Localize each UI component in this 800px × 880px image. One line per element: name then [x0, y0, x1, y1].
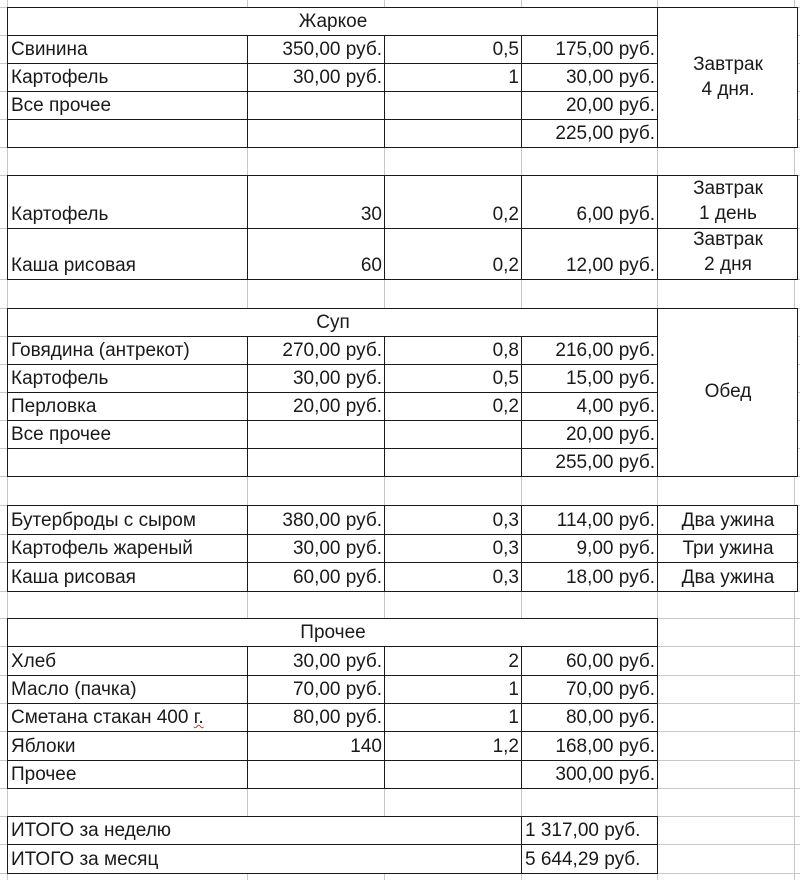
- item-sum[interactable]: 114,00 руб.: [521, 505, 658, 535]
- item-sum[interactable]: 60,00 руб.: [521, 646, 658, 676]
- item-qty[interactable]: 0,2: [384, 228, 522, 280]
- meal-note-cell[interactable]: [657, 228, 798, 280]
- item-qty[interactable]: 0,3: [384, 562, 522, 592]
- meal-note-line: Завтрак: [693, 53, 763, 75]
- item-qty[interactable]: [384, 119, 522, 148]
- item-qty[interactable]: 1: [384, 63, 522, 92]
- item-price[interactable]: 80,00 руб.: [247, 703, 385, 732]
- item-price[interactable]: [247, 91, 385, 120]
- item-qty[interactable]: 2: [384, 646, 522, 676]
- item-qty[interactable]: 0,5: [384, 364, 522, 393]
- item-qty[interactable]: 1,2: [384, 731, 522, 761]
- item-price[interactable]: [247, 119, 385, 148]
- item-name[interactable]: Все прочее: [7, 91, 248, 120]
- item-price[interactable]: [247, 760, 385, 789]
- total-label-week[interactable]: ИТОГО за неделю: [7, 816, 522, 845]
- item-qty[interactable]: 0,5: [384, 35, 522, 64]
- meal-note-cell[interactable]: [657, 7, 798, 148]
- item-sum[interactable]: 18,00 руб.: [521, 562, 658, 592]
- section-title[interactable]: Жаркое: [7, 7, 658, 36]
- meal-note-line: Завтрак: [693, 178, 763, 199]
- item-price[interactable]: 30: [247, 175, 385, 229]
- meal-note-line: 2 дня: [704, 254, 752, 275]
- item-price[interactable]: 380,00 руб.: [247, 505, 385, 535]
- item-qty[interactable]: 0,8: [384, 336, 522, 365]
- item-name[interactable]: Хлеб: [7, 646, 248, 676]
- meal-note-cell[interactable]: Два ужина: [657, 505, 798, 535]
- item-qty[interactable]: 1: [384, 675, 522, 704]
- item-name[interactable]: [7, 119, 248, 148]
- item-sum[interactable]: 80,00 руб.: [521, 703, 658, 732]
- item-name[interactable]: Свинина: [7, 35, 248, 64]
- item-sum[interactable]: 168,00 руб.: [521, 731, 658, 761]
- item-qty[interactable]: 0,3: [384, 534, 522, 563]
- item-price[interactable]: [247, 420, 385, 449]
- item-sum[interactable]: 175,00 руб.: [521, 35, 658, 64]
- item-price[interactable]: 30,00 руб.: [247, 646, 385, 676]
- meal-note-cell[interactable]: Два ужина: [657, 562, 798, 592]
- item-sum[interactable]: 15,00 руб.: [521, 364, 658, 393]
- item-name[interactable]: Каша рисовая: [7, 228, 248, 280]
- item-qty[interactable]: [384, 91, 522, 120]
- item-qty[interactable]: 0,2: [384, 392, 522, 421]
- item-name[interactable]: Бутерброды с сыром: [7, 505, 248, 535]
- item-price[interactable]: 30,00 руб.: [247, 364, 385, 393]
- total-value-month[interactable]: 5 644,29 руб.: [521, 844, 658, 874]
- item-name[interactable]: Все прочее: [7, 420, 248, 449]
- item-name[interactable]: [7, 448, 248, 477]
- item-name[interactable]: [7, 703, 248, 732]
- item-price[interactable]: 60,00 руб.: [247, 562, 385, 592]
- section-title[interactable]: Суп: [7, 308, 658, 337]
- item-name[interactable]: Говядина (антрекот): [7, 336, 248, 365]
- item-price[interactable]: 270,00 руб.: [247, 336, 385, 365]
- total-label-month[interactable]: ИТОГО за месяц: [7, 844, 522, 874]
- item-sum[interactable]: 6,00 руб.: [521, 175, 658, 229]
- item-sum[interactable]: 20,00 руб.: [521, 91, 658, 120]
- item-price[interactable]: 30,00 руб.: [247, 63, 385, 92]
- item-qty[interactable]: [384, 448, 522, 477]
- item-price[interactable]: 140: [247, 731, 385, 761]
- item-qty[interactable]: [384, 760, 522, 789]
- item-name[interactable]: Картофель: [7, 175, 248, 229]
- item-sum[interactable]: 216,00 руб.: [521, 336, 658, 365]
- spellcheck-flagged-word[interactable]: г.: [193, 707, 204, 728]
- item-qty[interactable]: 0,2: [384, 175, 522, 229]
- item-sum[interactable]: 70,00 руб.: [521, 675, 658, 704]
- meal-note-line: Завтрак: [693, 229, 763, 250]
- item-price[interactable]: 350,00 руб.: [247, 35, 385, 64]
- item-price[interactable]: 70,00 руб.: [247, 675, 385, 704]
- item-name-text: Сметана стакан 400: [11, 707, 194, 728]
- total-value-week[interactable]: 1 317,00 руб.: [521, 816, 658, 845]
- meal-note-cell[interactable]: Три ужина: [657, 534, 798, 563]
- item-name[interactable]: Картофель: [7, 364, 248, 393]
- item-name[interactable]: Каша рисовая: [7, 562, 248, 592]
- item-sum[interactable]: 4,00 руб.: [521, 392, 658, 421]
- section-title[interactable]: Прочее: [7, 618, 658, 647]
- item-sum[interactable]: 30,00 руб.: [521, 63, 658, 92]
- item-qty[interactable]: 0,3: [384, 505, 522, 535]
- item-name[interactable]: Прочее: [7, 760, 248, 789]
- item-name[interactable]: Яблоки: [7, 731, 248, 761]
- meal-note-line: 4 дня.: [701, 78, 755, 100]
- item-name[interactable]: Картофель: [7, 63, 248, 92]
- item-qty[interactable]: 1: [384, 703, 522, 732]
- item-qty[interactable]: [384, 420, 522, 449]
- item-sum[interactable]: 9,00 руб.: [521, 534, 658, 563]
- item-price[interactable]: [247, 448, 385, 477]
- meal-note-cell[interactable]: Обед: [657, 308, 798, 477]
- meal-note-line: 1 день: [699, 203, 757, 224]
- item-name[interactable]: Картофель жареный: [7, 534, 248, 563]
- meal-note-cell[interactable]: [657, 175, 798, 229]
- item-price[interactable]: 30,00 руб.: [247, 534, 385, 563]
- item-sum[interactable]: 300,00 руб.: [521, 760, 658, 789]
- item-sum[interactable]: 20,00 руб.: [521, 420, 658, 449]
- item-price[interactable]: 60: [247, 228, 385, 280]
- section-subtotal[interactable]: 255,00 руб.: [521, 448, 658, 477]
- item-price[interactable]: 20,00 руб.: [247, 392, 385, 421]
- item-name[interactable]: Перловка: [7, 392, 248, 421]
- item-sum[interactable]: 12,00 руб.: [521, 228, 658, 280]
- item-name[interactable]: Масло (пачка): [7, 675, 248, 704]
- section-subtotal[interactable]: 225,00 руб.: [521, 119, 658, 148]
